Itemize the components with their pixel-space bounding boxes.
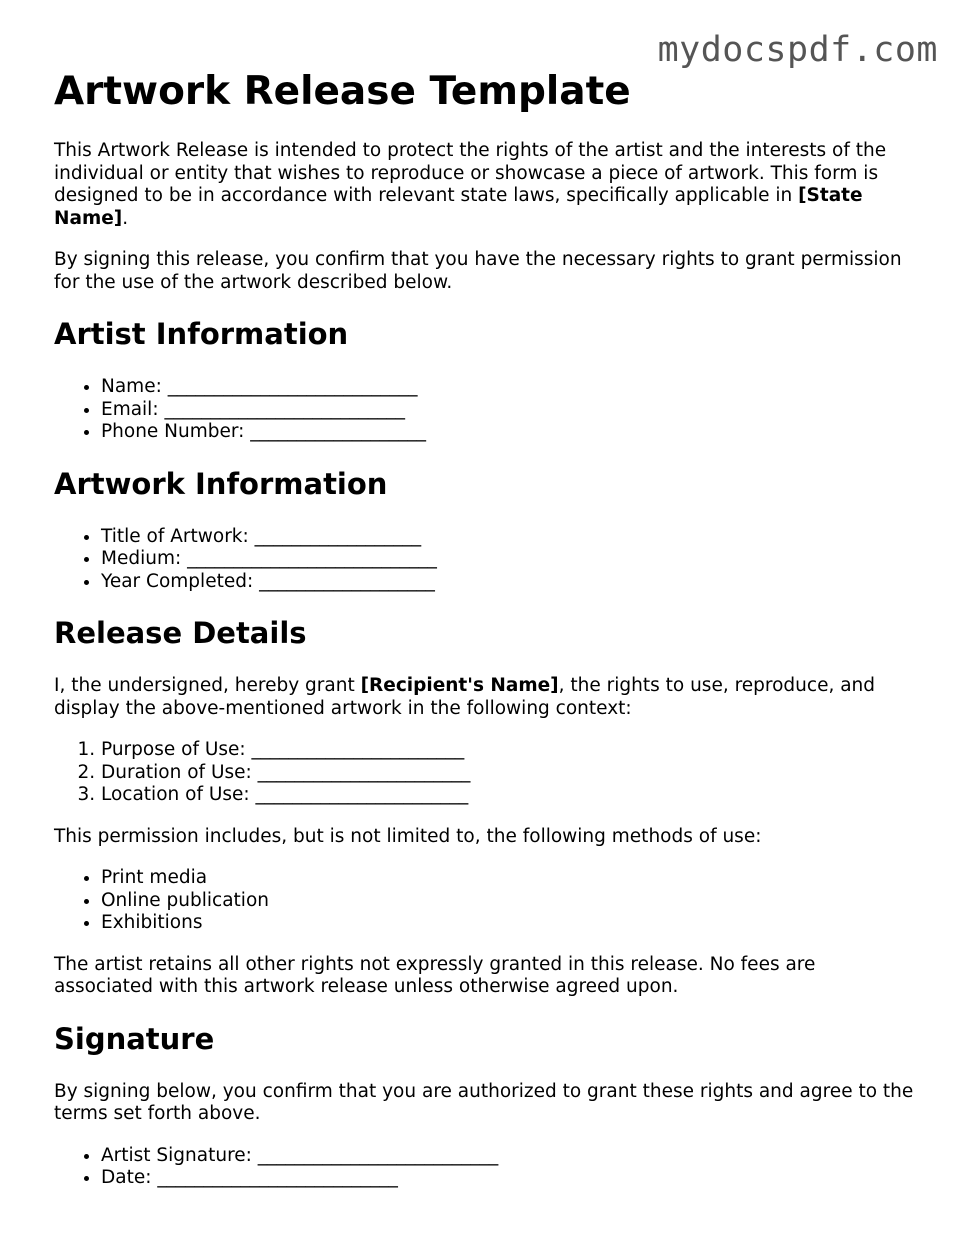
intro-text-start: This Artwork Release is intended to protect the rights of the artist and the interests of the individual or entity that wishes to reproduce or showcase a piece of artwork. This form is designed to be in accordance with relevant state laws, specifically applicable in <box>54 140 887 206</box>
state-name-placeholder: [State Name] <box>54 185 863 229</box>
method-item: • Print media <box>101 867 914 890</box>
signature-heading: Signature <box>54 1021 215 1056</box>
release-details-heading: Release Details <box>54 616 307 650</box>
artist-signature-field: • Artist Signature: __________________________ <box>101 1145 914 1168</box>
artwork-information-list <box>54 526 914 594</box>
signature-list <box>54 1145 914 1190</box>
location-of-use-field: 3. Location of Use: _______________________ <box>101 784 914 807</box>
purpose-of-use-field: 1. Purpose of Use: _______________________ <box>101 739 914 762</box>
duration-of-use-field: 2. Duration of Use: _______________________ <box>101 762 914 785</box>
document-body <box>54 68 914 1209</box>
watermark: mydocspdf.com <box>657 30 938 70</box>
methods-of-use-list <box>54 867 914 935</box>
recipient-name-placeholder: [Recipient's Name] <box>360 675 559 696</box>
intro-text-end: . <box>122 207 129 229</box>
usage-context-list <box>54 739 914 807</box>
artist-phone-field: • Phone Number: ___________________ <box>101 421 914 444</box>
signature-date-field: • Date: __________________________ <box>101 1167 914 1190</box>
artwork-information-heading: Artwork Information <box>54 466 388 501</box>
retained-rights-paragraph: The artist retains all other rights not expressly granted in this release. No fees are associated with this artwork release unless otherwise agreed upon. <box>54 953 816 997</box>
methods-intro-paragraph: This permission includes, but is not limited to, the following methods of use: <box>54 825 762 847</box>
artist-name-field: • Name: ___________________________ <box>101 376 914 399</box>
artist-email-field: • Email: __________________________ <box>101 399 914 422</box>
artist-information-list <box>54 376 914 444</box>
intro-paragraph <box>54 140 914 230</box>
artwork-title-field: • Title of Artwork: __________________ <box>101 526 914 549</box>
method-item: • Online publication <box>101 890 914 913</box>
artist-information-heading: Artist Information <box>54 317 349 351</box>
grant-text-end: , the rights to use, reproduce, and display the above-mentioned artwork in the following context: <box>54 675 876 719</box>
confirmation-paragraph: By signing this release, you confirm that you have the necessary rights to grant permission for the use of the artwork described below. <box>54 249 902 293</box>
method-item: • Exhibitions <box>101 912 914 935</box>
signature-paragraph: By signing below, you confirm that you are authorized to grant these rights and agree to the terms set forth above. <box>54 1080 914 1124</box>
grant-text-start: I, the undersigned, hereby grant <box>54 675 361 696</box>
document-title: Artwork Release Template <box>54 69 631 114</box>
artwork-year-field: • Year Completed: ___________________ <box>101 571 914 594</box>
grant-paragraph <box>54 675 914 720</box>
artwork-medium-field: • Medium: ___________________________ <box>101 548 914 571</box>
